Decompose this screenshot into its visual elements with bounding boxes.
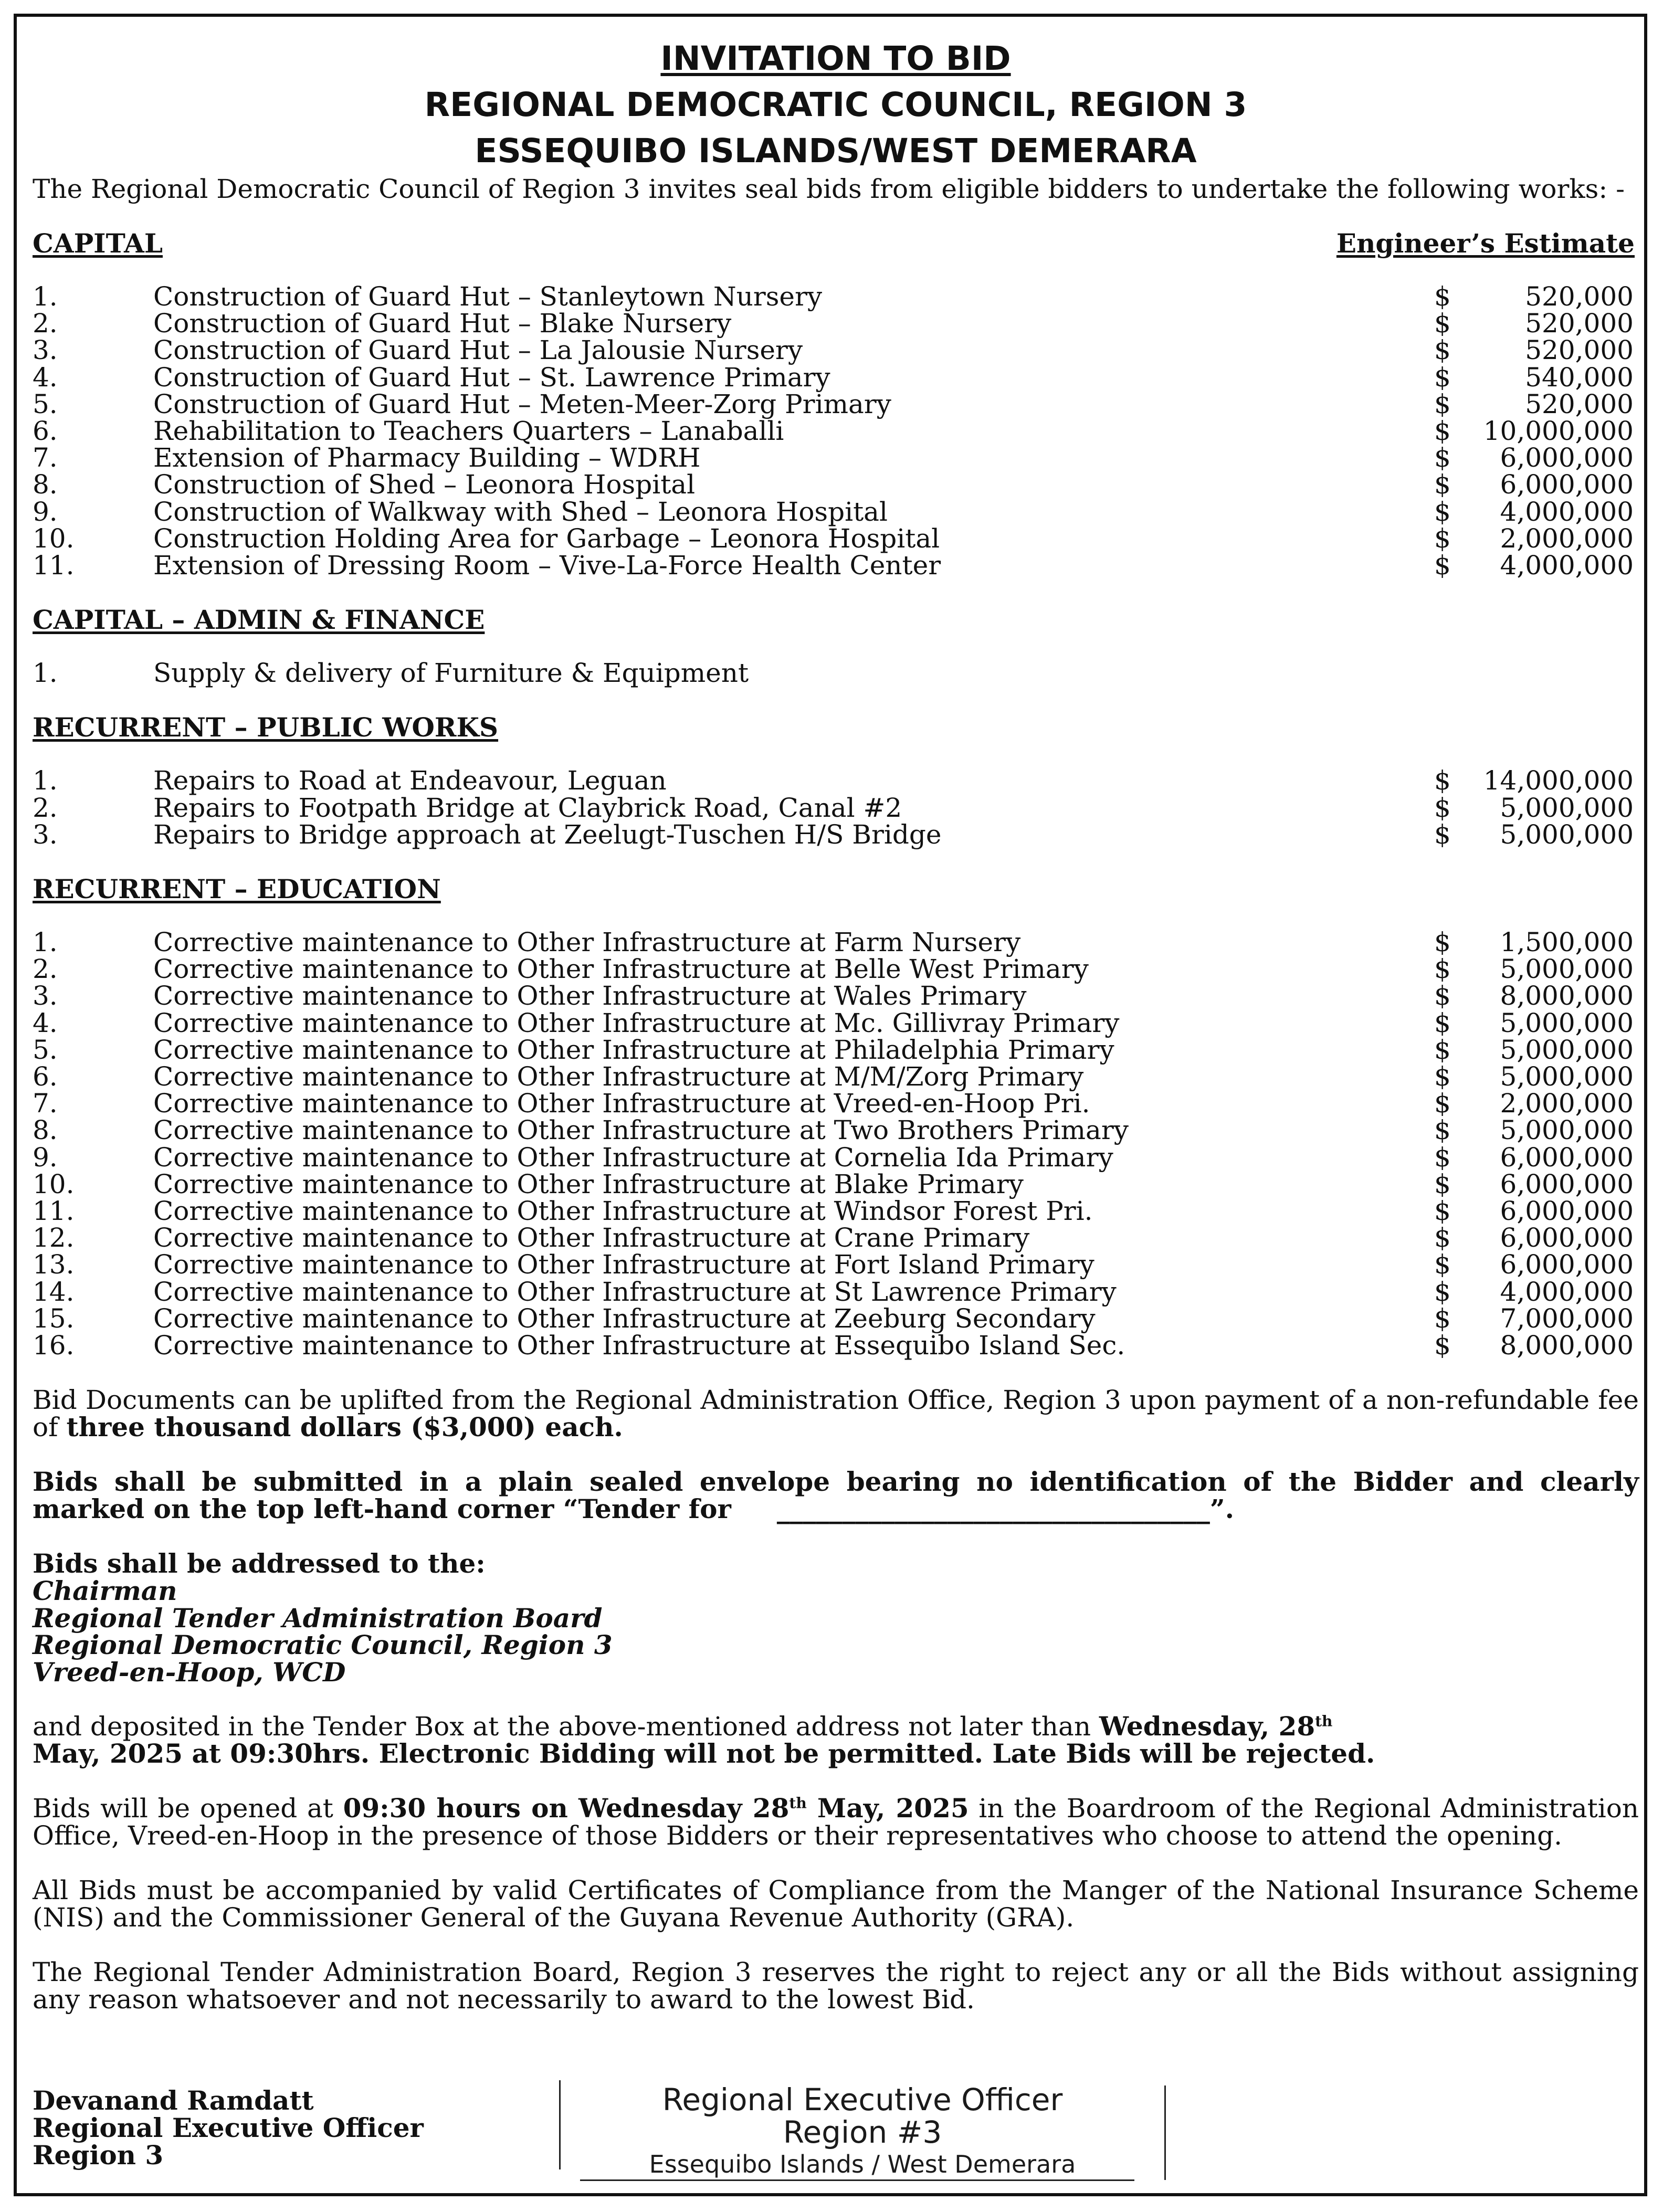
item-number: 11. (33, 1196, 75, 1227)
item-number: 3. (33, 981, 58, 1012)
estimate-heading: Engineer’s Estimate (1336, 228, 1635, 259)
compliance-paragraph: All Bids must be accompanied by valid Certificates of Compliance from the Manger of the National Insurance Scheme (NIS) and the Commissioner General of the Guyana Revenue Authority (GRA). (33, 1875, 1639, 1933)
list-item (33, 1198, 1639, 1225)
item-number: 8. (33, 469, 58, 500)
item-description: Corrective maintenance to Other Infrastructure at Fort Island Primary (153, 1249, 1094, 1280)
list-item (33, 1276, 1639, 1307)
capital-list (33, 283, 1639, 579)
item-estimate (1434, 1144, 1639, 1171)
item-number: 9. (33, 496, 58, 527)
currency-symbol: $ (1434, 981, 1451, 1012)
bid-notice (33, 36, 1639, 2178)
item-number: 2. (33, 308, 58, 339)
list-item (33, 496, 1639, 527)
address-line: Chairman (33, 1575, 177, 1607)
item-description: Extension of Dressing Room – Vive-La-Force Health Center (153, 550, 941, 581)
intro-paragraph: The Regional Democratic Council of Region 3 invites seal bids from eligible bidders to undertake the following works: - (33, 174, 1625, 204)
item-description: Corrective maintenance to Other Infrastructure at Essequibo Island Sec. (153, 1330, 1125, 1361)
item-number: 6. (33, 416, 58, 447)
item-description: Corrective maintenance to Other Infrastructure at Crane Primary (153, 1223, 1030, 1254)
currency-symbol: $ (1434, 523, 1451, 554)
item-description: Repairs to Bridge approach at Zeelugt-Tuschen H/S Bridge (153, 819, 942, 850)
list-item (33, 1223, 1639, 1254)
item-description: Repairs to Road at Endeavour, Leguan (153, 765, 667, 796)
currency-symbol: $ (1434, 954, 1451, 985)
item-number: 3. (33, 335, 58, 366)
item-number: 9. (33, 1142, 58, 1173)
address-line: Regional Tender Administration Board (33, 1602, 603, 1634)
region-title: ESSEQUIBO ISLANDS/WEST DEMERARA (475, 132, 1197, 170)
signatory-name: Devanand Ramdatt (33, 2085, 314, 2116)
item-estimate (1434, 552, 1639, 579)
item-description: Construction of Guard Hut – Stanleytown Nursery (153, 281, 823, 312)
item-estimate (1434, 1090, 1639, 1117)
list-item (33, 310, 1639, 337)
list-item (33, 1251, 1639, 1278)
amount-value: 14,000,000 (1483, 765, 1634, 796)
item-estimate (1434, 792, 1639, 823)
item-estimate (1434, 821, 1639, 848)
item-number: 10. (33, 1168, 75, 1199)
list-item (33, 660, 1639, 687)
list-item (33, 418, 1639, 445)
education-header (33, 873, 1639, 905)
amount-value: 1,500,000 (1500, 927, 1634, 958)
submission-paragraph: Bids shall be submitted in a plain sealed envelope bearing no identification of the Bidder and clearly marked on the top left-hand corner “Tender for _________________________________”. (33, 1466, 1639, 1525)
currency-symbol: $ (1434, 1034, 1451, 1065)
item-number: 4. (33, 362, 58, 393)
item-estimate (1434, 283, 1639, 310)
list-item (33, 792, 1639, 823)
amount-value: 2,000,000 (1500, 523, 1634, 554)
list-item (33, 337, 1639, 364)
amount-value: 5,000,000 (1500, 1007, 1634, 1038)
item-description: Corrective maintenance to Other Infrastructure at Blake Primary (153, 1168, 1024, 1199)
amount-value: 5,000,000 (1500, 1115, 1634, 1146)
item-estimate (1434, 1117, 1639, 1144)
list-item (33, 283, 1639, 310)
item-estimate (1434, 337, 1639, 364)
item-number: 2. (33, 954, 58, 985)
currency-symbol: $ (1434, 927, 1451, 958)
list-item (33, 1007, 1639, 1038)
list-item (33, 1063, 1639, 1090)
item-estimate (1434, 1168, 1639, 1199)
item-estimate (1434, 767, 1639, 794)
amount-value: 5,000,000 (1500, 1034, 1634, 1065)
item-number: 1. (33, 658, 58, 689)
deadline-paragraph: and deposited in the Tender Box at the above-mentioned address not later than Wednesday, 28th May, 2025 at 09:30hrs. Electronic Bidding will not be permitted. Late Bids will be rejected. (33, 1711, 1375, 1769)
list-item (33, 929, 1639, 956)
amount-value: 5,000,000 (1500, 819, 1634, 850)
amount-value: 10,000,000 (1483, 416, 1634, 447)
item-number: 3. (33, 819, 58, 850)
item-description: Construction of Guard Hut – Meten-Meer-Zorg Primary (153, 388, 891, 419)
list-item (33, 445, 1639, 471)
currency-symbol: $ (1434, 308, 1451, 339)
currency-symbol: $ (1434, 388, 1451, 419)
item-description: Construction Holding Area for Garbage – Leonora Hospital (153, 523, 940, 554)
item-description: Rehabilitation to Teachers Quarters – Lanaballi (153, 416, 784, 447)
item-description: Construction of Shed – Leonora Hospital (153, 469, 696, 500)
item-description: Construction of Guard Hut – La Jalousie Nursery (153, 335, 803, 366)
item-estimate (1434, 418, 1639, 445)
address-intro: Bids shall be addressed to the: (33, 1548, 486, 1579)
item-estimate (1434, 1223, 1639, 1254)
amount-value: 520,000 (1525, 308, 1634, 339)
currency-symbol: $ (1434, 1007, 1451, 1038)
item-description: Corrective maintenance to Other Infrastructure at Wales Primary (153, 981, 1027, 1012)
address-line: Vreed-en-Hoop, WCD (33, 1656, 346, 1688)
amount-value: 540,000 (1525, 362, 1634, 393)
item-description: Corrective maintenance to Other Infrastructure at M/M/Zorg Primary (153, 1061, 1084, 1092)
item-estimate (1434, 445, 1639, 471)
currency-symbol: $ (1434, 1142, 1451, 1173)
currency-symbol: $ (1434, 469, 1451, 500)
item-estimate (1434, 364, 1639, 391)
item-number: 11. (33, 550, 75, 581)
list-item (33, 525, 1639, 552)
item-description: Construction of Guard Hut – Blake Nursery (153, 308, 732, 339)
amount-value: 520,000 (1525, 281, 1634, 312)
item-estimate (1434, 1251, 1639, 1278)
official-stamp (559, 2080, 1166, 2183)
amount-value: 6,000,000 (1500, 469, 1634, 500)
currency-symbol: $ (1434, 1168, 1451, 1199)
item-estimate (1434, 1034, 1639, 1065)
stamp-line-3: Essequibo Islands / West Demerara (649, 2150, 1076, 2178)
list-item (33, 956, 1639, 983)
rights-paragraph: The Regional Tender Administration Board, Region 3 reserves the right to reject any or all the Bids without assigning any reason whatsoever and not necessarily to award to the lowest Bid. (33, 1957, 1639, 2015)
item-description: Construction of Walkway with Shed – Leonora Hospital (153, 496, 888, 527)
item-estimate (1434, 1063, 1639, 1090)
item-estimate (1434, 1198, 1639, 1225)
education-list (33, 929, 1639, 1359)
item-estimate (1434, 1305, 1639, 1332)
item-number: 14. (33, 1276, 75, 1307)
currency-symbol: $ (1434, 1276, 1451, 1307)
amount-value: 4,000,000 (1500, 550, 1634, 581)
item-description: Corrective maintenance to Other Infrastructure at Windsor Forest Pri. (153, 1196, 1093, 1227)
admin-header (33, 606, 1639, 634)
item-estimate (1434, 525, 1639, 552)
list-item (33, 388, 1639, 419)
amount-value: 6,000,000 (1500, 1142, 1634, 1173)
item-number: 5. (33, 1034, 58, 1065)
item-number: 13. (33, 1249, 75, 1280)
stamp-line-2: Region #3 (783, 2114, 942, 2150)
amount-value: 2,000,000 (1500, 1088, 1634, 1119)
list-item (33, 821, 1639, 848)
public-works-list (33, 767, 1639, 848)
item-description: Construction of Guard Hut – St. Lawrence Primary (153, 362, 830, 393)
item-number: 1. (33, 281, 58, 312)
amount-value: 4,000,000 (1500, 1276, 1634, 1307)
amount-value: 8,000,000 (1500, 1330, 1634, 1361)
address-line: Regional Democratic Council, Region 3 (33, 1629, 613, 1661)
signatory-title: Regional Executive Officer (33, 2112, 424, 2143)
notice-title: INVITATION TO BID (660, 39, 1011, 78)
item-estimate (1434, 956, 1639, 983)
amount-value: 6,000,000 (1500, 443, 1634, 473)
list-item (33, 981, 1639, 1012)
amount-value: 6,000,000 (1500, 1223, 1634, 1254)
currency-symbol: $ (1434, 819, 1451, 850)
item-estimate (1434, 929, 1639, 956)
item-number: 10. (33, 523, 75, 554)
item-description: Repairs to Footpath Bridge at Claybrick Road, Canal #2 (153, 792, 902, 823)
item-description: Corrective maintenance to Other Infrastructure at Belle West Primary (153, 954, 1089, 985)
currency-symbol: $ (1434, 1088, 1451, 1119)
amount-value: 7,000,000 (1500, 1303, 1634, 1334)
signatory-region: Region 3 (33, 2140, 164, 2171)
item-number: 7. (33, 1088, 58, 1119)
item-number: 2. (33, 792, 58, 823)
currency-symbol: $ (1434, 765, 1451, 796)
list-item (33, 471, 1639, 498)
amount-value: 520,000 (1525, 388, 1634, 419)
currency-symbol: $ (1434, 1223, 1451, 1254)
public-works-header (33, 714, 1639, 741)
education-heading: RECURRENT – EDUCATION (33, 873, 441, 905)
currency-symbol: $ (1434, 281, 1451, 312)
list-item (33, 1168, 1639, 1199)
item-number: 6. (33, 1061, 58, 1092)
currency-symbol: $ (1434, 335, 1451, 366)
amount-value: 5,000,000 (1500, 954, 1634, 985)
item-number: 15. (33, 1303, 75, 1334)
item-number: 1. (33, 765, 58, 796)
item-estimate (1434, 496, 1639, 527)
amount-value: 6,000,000 (1500, 1249, 1634, 1280)
list-item (33, 552, 1639, 579)
currency-symbol: $ (1434, 1249, 1451, 1280)
item-estimate (1434, 1332, 1639, 1359)
address-block (33, 1577, 1639, 1686)
item-description: Supply & delivery of Furniture & Equipment (153, 658, 749, 689)
amount-value: 6,000,000 (1500, 1168, 1634, 1199)
item-description: Corrective maintenance to Other Infrastructure at Farm Nursery (153, 927, 1021, 958)
list-item (33, 767, 1639, 794)
admin-heading: CAPITAL – ADMIN & FINANCE (33, 604, 485, 636)
item-number: 5. (33, 388, 58, 419)
signature-block (33, 2087, 424, 2169)
list-item (33, 1332, 1639, 1359)
amount-value: 6,000,000 (1500, 1196, 1634, 1227)
item-number: 8. (33, 1115, 58, 1146)
item-estimate (1434, 310, 1639, 337)
currency-symbol: $ (1434, 443, 1451, 473)
currency-symbol: $ (1434, 1196, 1451, 1227)
item-description: Corrective maintenance to Other Infrastructure at Zeeburg Secondary (153, 1303, 1096, 1334)
currency-symbol: $ (1434, 550, 1451, 581)
amount-value: 5,000,000 (1500, 1061, 1634, 1092)
item-number: 12. (33, 1223, 75, 1254)
list-item (33, 364, 1639, 391)
item-number: 16. (33, 1330, 75, 1361)
amount-value: 8,000,000 (1500, 981, 1634, 1012)
currency-symbol: $ (1434, 1115, 1451, 1146)
amount-value: 520,000 (1525, 335, 1634, 366)
public-works-heading: RECURRENT – PUBLIC WORKS (33, 712, 499, 743)
list-item (33, 1090, 1639, 1117)
list-item (33, 1305, 1639, 1332)
item-estimate (1434, 981, 1639, 1012)
item-description: Extension of Pharmacy Building – WDRH (153, 443, 701, 473)
item-number: 4. (33, 1007, 58, 1038)
amount-value: 5,000,000 (1500, 792, 1634, 823)
item-description: Corrective maintenance to Other Infrastructure at Two Brothers Primary (153, 1115, 1129, 1146)
currency-symbol: $ (1434, 1061, 1451, 1092)
item-description: Corrective maintenance to Other Infrastructure at Philadelphia Primary (153, 1034, 1114, 1065)
item-description: Corrective maintenance to Other Infrastructure at St Lawrence Primary (153, 1276, 1117, 1307)
capital-header (33, 230, 1639, 257)
list-item (33, 1034, 1639, 1065)
currency-symbol: $ (1434, 1303, 1451, 1334)
item-number: 1. (33, 927, 58, 958)
opening-paragraph: Bids will be opened at 09:30 hours on Wednesday 28th May, 2025 in the Boardroom of the Regional Administration Office, Vreed-en-Hoop in the presence of those Bidders or their representatives who choose to attend the opening. (33, 1793, 1639, 1851)
stamp-line-1: Regional Executive Officer (662, 2082, 1063, 2118)
item-estimate (1434, 1276, 1639, 1307)
admin-list (33, 660, 1639, 687)
documents-paragraph: Bid Documents can be uplifted from the Regional Administration Office, Region 3 upon payment of a non-refundable fee of three thousand dollars ($3,000) each. (33, 1385, 1639, 1443)
capital-heading: CAPITAL (33, 228, 163, 259)
item-estimate (1434, 388, 1639, 419)
amount-value: 4,000,000 (1500, 496, 1634, 527)
item-number: 7. (33, 443, 58, 473)
list-item (33, 1144, 1639, 1171)
currency-symbol: $ (1434, 496, 1451, 527)
item-description: Corrective maintenance to Other Infrastructure at Cornelia Ida Primary (153, 1142, 1113, 1173)
item-description: Corrective maintenance to Other Infrastructure at Vreed-en-Hoop Pri. (153, 1088, 1090, 1119)
currency-symbol: $ (1434, 362, 1451, 393)
currency-symbol: $ (1434, 416, 1451, 447)
currency-symbol: $ (1434, 1330, 1451, 1361)
currency-symbol: $ (1434, 792, 1451, 823)
item-description: Corrective maintenance to Other Infrastructure at Mc. Gillivray Primary (153, 1007, 1120, 1038)
list-item (33, 1117, 1639, 1144)
council-title: REGIONAL DEMOCRATIC COUNCIL, REGION 3 (424, 86, 1247, 124)
item-estimate (1434, 1007, 1639, 1038)
item-estimate (1434, 471, 1639, 498)
